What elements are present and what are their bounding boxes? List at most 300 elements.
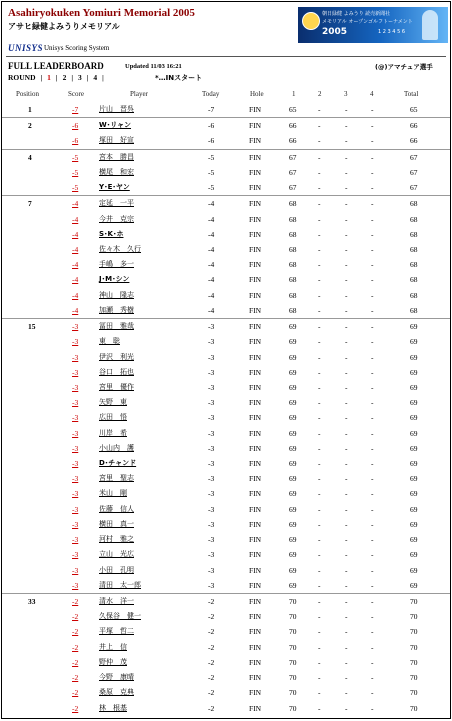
total-cell: 69 <box>410 535 418 545</box>
table-row <box>2 350 451 365</box>
round-3-cell: - <box>345 382 348 392</box>
score-link[interactable]: -3 <box>72 459 79 469</box>
round-2-cell: - <box>318 229 321 239</box>
player-name-link[interactable]: 神山 隆志 <box>99 290 134 299</box>
total-cell: 69 <box>410 459 418 469</box>
round-4-cell: - <box>371 244 374 254</box>
round-1-cell: 70 <box>289 642 297 652</box>
player-name-link[interactable]: 片山 晋呉 <box>99 105 134 113</box>
total-cell: 69 <box>410 443 418 453</box>
score-link[interactable]: -6 <box>72 121 79 131</box>
score-link[interactable]: -2 <box>72 627 79 637</box>
hole-cell: FIN <box>249 244 262 254</box>
hole-cell: FIN <box>249 459 262 469</box>
today-cell: -4 <box>208 214 215 224</box>
round-3-cell: - <box>345 428 348 438</box>
score-link[interactable]: -4 <box>72 199 79 209</box>
hole-cell: FIN <box>249 580 262 590</box>
table-row <box>2 502 451 517</box>
score-link[interactable]: -3 <box>72 550 79 560</box>
hole-cell: FIN <box>249 322 262 332</box>
today-cell: -3 <box>208 337 215 347</box>
today-cell: -3 <box>208 489 215 499</box>
round-2-cell: - <box>318 183 321 193</box>
total-cell: 68 <box>410 305 418 315</box>
round-1-cell: 70 <box>289 627 297 637</box>
total-cell: 69 <box>410 489 418 499</box>
total-cell: 69 <box>410 474 418 484</box>
round-3-cell: - <box>345 229 348 239</box>
player-name-link[interactable]: 清田 太一郎 <box>99 580 141 589</box>
table-row <box>2 624 451 639</box>
table-row <box>2 532 451 547</box>
score-link[interactable]: -4 <box>72 244 79 254</box>
position-cell: 15 <box>28 322 36 332</box>
player-name-link[interactable]: 広田 悟 <box>99 413 127 422</box>
hole-cell: FIN <box>249 657 262 667</box>
player-name-link[interactable]: 立山 光広 <box>99 550 134 559</box>
total-cell: 67 <box>410 167 418 177</box>
round-2-cell: - <box>318 398 321 408</box>
total-cell: 69 <box>410 519 418 529</box>
round-2-cell: - <box>318 443 321 453</box>
player-name-link[interactable]: 林 根基 <box>99 703 127 712</box>
hole-cell: FIN <box>249 152 262 162</box>
column-headers <box>2 90 451 100</box>
round-4-cell: - <box>371 136 374 146</box>
round-3-cell: - <box>345 459 348 469</box>
score-link[interactable]: -2 <box>72 688 79 698</box>
position-cell: 7 <box>28 199 32 209</box>
hole-cell: FIN <box>249 167 262 177</box>
round-2-cell: - <box>318 627 321 637</box>
total-cell: 69 <box>410 337 418 347</box>
round-3-cell: - <box>345 580 348 590</box>
round-tab-4[interactable]: 4 <box>93 73 98 82</box>
hole-cell: FIN <box>249 305 262 315</box>
round-1-cell: 70 <box>289 597 297 606</box>
round-2-cell: - <box>318 260 321 270</box>
hole-cell: FIN <box>249 597 262 606</box>
hole-cell: FIN <box>249 642 262 652</box>
score-link[interactable]: -5 <box>72 167 79 177</box>
leaderboard-table <box>2 102 451 716</box>
round-tab-1[interactable]: 1 <box>47 73 51 82</box>
round-3-cell: - <box>345 260 348 270</box>
player-name-link[interactable]: 宮里 優作 <box>99 382 134 391</box>
table-row <box>2 410 451 425</box>
player-name-link[interactable]: 宮里 聖志 <box>99 474 134 483</box>
hole-cell: FIN <box>249 199 262 209</box>
table-row <box>2 517 451 532</box>
score-link[interactable]: -6 <box>72 136 79 146</box>
player-name-link[interactable]: 井上 信 <box>99 642 127 651</box>
page <box>1 1 451 719</box>
today-cell: -3 <box>208 443 215 453</box>
leaderboard-title: FULL LEADERBOARD <box>8 61 104 71</box>
total-cell: 70 <box>410 688 418 698</box>
round-3-cell: - <box>345 627 348 637</box>
player-name-link[interactable]: 矢野 東 <box>99 398 127 407</box>
header-round-3: 3 <box>344 90 348 98</box>
round-2-cell: - <box>318 413 321 423</box>
round-1-cell: 69 <box>289 474 297 484</box>
today-cell: -4 <box>208 244 215 254</box>
total-cell: 68 <box>410 275 418 285</box>
today-cell: -2 <box>208 688 215 698</box>
score-link[interactable]: -7 <box>72 105 79 114</box>
round-4-cell: - <box>371 121 374 131</box>
total-cell: 69 <box>410 413 418 423</box>
round-2-cell: - <box>318 657 321 667</box>
round-1-cell: 68 <box>289 260 297 270</box>
player-name-link[interactable]: 佐藤 信人 <box>99 504 134 513</box>
player-name-link[interactable]: 谷口 拓也 <box>99 367 134 376</box>
header-player: Player <box>130 90 148 98</box>
player-name-link[interactable]: W･リャン <box>99 121 132 130</box>
round-4-cell: - <box>371 183 374 193</box>
round-4-cell: - <box>371 657 374 667</box>
hole-cell: FIN <box>249 428 262 438</box>
header-divider <box>6 56 446 57</box>
round-1-cell: 69 <box>289 443 297 453</box>
round-2-cell: - <box>318 337 321 347</box>
total-cell: 68 <box>410 244 418 254</box>
table-row <box>2 242 451 257</box>
round-2-cell: - <box>318 121 321 131</box>
today-cell: -2 <box>208 627 215 637</box>
hole-cell: FIN <box>249 275 262 285</box>
round-1-cell: 67 <box>289 167 297 177</box>
total-cell: 69 <box>410 322 418 332</box>
score-link[interactable]: -3 <box>72 580 79 590</box>
player-name-link[interactable]: 野仲 茂 <box>99 657 127 666</box>
score-link[interactable]: -3 <box>72 474 79 484</box>
round-tab-3[interactable]: 3 <box>77 73 82 82</box>
score-link[interactable]: -3 <box>72 337 79 347</box>
tournament-title-en: Asahiryokuken Yomiuri Memorial 2005 <box>8 7 195 19</box>
round-4-cell: - <box>371 337 374 347</box>
tournament-title-jp: アサヒ緑健よみうりメモリアル <box>8 22 120 31</box>
hole-cell: FIN <box>249 136 262 146</box>
total-cell: 68 <box>410 260 418 270</box>
round-3-cell: - <box>345 167 348 177</box>
round-2-cell: - <box>318 565 321 575</box>
round-3-cell: - <box>345 152 348 162</box>
position-cell: 4 <box>28 152 32 162</box>
banner-line-1: 朝日緑健 よみうり 読売新聞社 <box>322 11 391 17</box>
score-link[interactable]: -4 <box>72 260 79 270</box>
round-4-cell: - <box>371 688 374 698</box>
score-link[interactable]: -2 <box>72 612 79 622</box>
round-4-cell: - <box>371 398 374 408</box>
round-1-cell: 70 <box>289 688 297 698</box>
player-name-link[interactable]: 久保谷 健一 <box>99 612 141 621</box>
player-name-link[interactable]: 米山 剛 <box>99 489 127 498</box>
hole-cell: FIN <box>249 352 262 362</box>
round-2-cell: - <box>318 244 321 254</box>
today-cell: -4 <box>208 290 215 300</box>
round-1-cell: 69 <box>289 550 297 560</box>
table-row <box>2 165 451 180</box>
player-name-link[interactable]: 横田 真一 <box>99 519 134 528</box>
round-3-cell: - <box>345 352 348 362</box>
player-name-link[interactable]: 伊沢 利光 <box>99 352 134 361</box>
score-link[interactable]: -2 <box>72 703 79 713</box>
round-2-cell: - <box>318 428 321 438</box>
score-link[interactable]: -5 <box>72 183 79 193</box>
round-3-cell: - <box>345 688 348 698</box>
score-link[interactable]: -4 <box>72 290 79 300</box>
round-4-cell: - <box>371 474 374 484</box>
player-name-link[interactable]: 冨田 雅哉 <box>99 322 134 331</box>
score-link[interactable]: -3 <box>72 413 79 423</box>
round-2-cell: - <box>318 322 321 332</box>
round-2-cell: - <box>318 459 321 469</box>
player-name-link[interactable]: D･チャンド <box>99 459 137 468</box>
player-name-link[interactable]: 河村 雅之 <box>99 535 134 544</box>
round-3-cell: - <box>345 367 348 377</box>
round-2-cell: - <box>318 612 321 622</box>
total-cell: 69 <box>410 428 418 438</box>
total-cell: 69 <box>410 550 418 560</box>
round-2-cell: - <box>318 474 321 484</box>
banner-year: 2005 <box>322 27 348 37</box>
round-3-cell: - <box>345 275 348 285</box>
hole-cell: FIN <box>249 214 262 224</box>
round-4-cell: - <box>371 322 374 332</box>
round-3-cell: - <box>345 136 348 146</box>
score-link[interactable]: -2 <box>72 597 79 606</box>
player-name-link[interactable]: 平塚 哲二 <box>99 627 134 636</box>
score-link[interactable]: -3 <box>72 398 79 408</box>
hole-cell: FIN <box>249 290 262 300</box>
round-1-cell: 66 <box>289 121 297 131</box>
player-name-link[interactable]: 加瀬 秀樹 <box>99 305 134 314</box>
round-4-cell: - <box>371 199 374 209</box>
amateur-legend: (@)アマチュア選手 <box>375 63 433 71</box>
round-separator: | <box>55 73 58 82</box>
header-position: Position <box>16 90 39 98</box>
player-name-link[interactable]: S･K･ホ <box>99 229 124 238</box>
table-row <box>2 117 451 133</box>
table-row <box>2 180 451 195</box>
round-selector <box>8 73 109 82</box>
table-row <box>2 547 451 562</box>
score-link[interactable]: -3 <box>72 443 79 453</box>
score-link[interactable]: -4 <box>72 275 79 285</box>
round-4-cell: - <box>371 565 374 575</box>
table-row <box>2 380 451 395</box>
round-1-cell: 68 <box>289 290 297 300</box>
round-3-cell: - <box>345 183 348 193</box>
score-link[interactable]: -3 <box>72 535 79 545</box>
round-4-cell: - <box>371 167 374 177</box>
today-cell: -3 <box>208 519 215 529</box>
hole-cell: FIN <box>249 413 262 423</box>
round-2-cell: - <box>318 703 321 713</box>
score-link[interactable]: -4 <box>72 214 79 224</box>
round-1-cell: 69 <box>289 535 297 545</box>
player-name-link[interactable]: 定延 一平 <box>99 199 134 208</box>
round-3-cell: - <box>345 337 348 347</box>
total-cell: 69 <box>410 565 418 575</box>
score-link[interactable]: -2 <box>72 642 79 652</box>
player-name-link[interactable]: 東 聡 <box>99 337 120 346</box>
round-4-cell: - <box>371 489 374 499</box>
player-name-link[interactable]: 小田 孔明 <box>99 565 134 574</box>
round-2-cell: - <box>318 152 321 162</box>
hole-cell: FIN <box>249 105 262 114</box>
table-row <box>2 456 451 471</box>
today-cell: -4 <box>208 199 215 209</box>
table-row <box>2 334 451 349</box>
table-row <box>2 701 451 716</box>
round-3-cell: - <box>345 244 348 254</box>
today-cell: -4 <box>208 260 215 270</box>
round-4-cell: - <box>371 550 374 560</box>
today-cell: -5 <box>208 183 215 193</box>
total-cell: 69 <box>410 382 418 392</box>
round-4-cell: - <box>371 443 374 453</box>
round-3-cell: - <box>345 398 348 408</box>
round-2-cell: - <box>318 352 321 362</box>
table-row <box>2 563 451 578</box>
round-4-cell: - <box>371 290 374 300</box>
round-separator: | <box>71 73 73 82</box>
round-4-cell: - <box>371 367 374 377</box>
hole-cell: FIN <box>249 398 262 408</box>
player-name-link[interactable]: 川岸 希 <box>99 428 127 437</box>
today-cell: -3 <box>208 322 215 332</box>
position-cell: 33 <box>28 597 36 606</box>
scoring-system-label: Unisys Scoring System <box>44 44 110 52</box>
player-name-link[interactable]: 今井 克宗 <box>99 214 134 223</box>
score-link[interactable]: -2 <box>72 657 79 667</box>
player-name-link[interactable]: 清水 洋一 <box>99 597 134 605</box>
table-row <box>2 426 451 441</box>
table-row <box>2 272 451 287</box>
total-cell: 70 <box>410 673 418 683</box>
round-4-cell: - <box>371 152 374 162</box>
table-row <box>2 227 451 242</box>
round-1-cell: 70 <box>289 612 297 622</box>
total-cell: 66 <box>410 121 418 131</box>
player-name-link[interactable]: 小山内 護 <box>99 443 134 452</box>
table-row <box>2 486 451 501</box>
score-link[interactable]: -3 <box>72 489 79 499</box>
total-cell: 70 <box>410 657 418 667</box>
score-link[interactable]: -3 <box>72 382 79 392</box>
hole-cell: FIN <box>249 474 262 484</box>
round-3-cell: - <box>345 214 348 224</box>
player-name-link[interactable]: J･M･シン <box>99 275 130 284</box>
total-cell: 69 <box>410 504 418 514</box>
score-link[interactable]: -5 <box>72 152 79 162</box>
round-1-cell: 70 <box>289 673 297 683</box>
round-1-cell: 68 <box>289 214 297 224</box>
score-link[interactable]: -3 <box>72 565 79 575</box>
today-cell: -6 <box>208 121 215 131</box>
player-name-link[interactable]: 塚田 好宣 <box>99 136 134 145</box>
round-3-cell: - <box>345 305 348 315</box>
round-2-cell: - <box>318 382 321 392</box>
round-2-cell: - <box>318 504 321 514</box>
round-1-cell: 68 <box>289 229 297 239</box>
player-name-link[interactable]: Y･E･ヤン <box>99 183 130 192</box>
score-link[interactable]: -3 <box>72 428 79 438</box>
updated-timestamp: Updated 11/03 16:21 <box>125 63 182 70</box>
today-cell: -3 <box>208 367 215 377</box>
round-2-cell: - <box>318 275 321 285</box>
header-total: Total <box>404 90 419 98</box>
round-3-cell: - <box>345 504 348 514</box>
score-link[interactable]: -3 <box>72 322 79 332</box>
today-cell: -6 <box>208 136 215 146</box>
player-name-link[interactable]: 桑原 克典 <box>99 688 134 697</box>
round-1-cell: 68 <box>289 199 297 209</box>
score-link[interactable]: -3 <box>72 367 79 377</box>
total-cell: 66 <box>410 136 418 146</box>
score-link[interactable]: -2 <box>72 673 79 683</box>
player-name-link[interactable]: 宮本 勝昌 <box>99 152 134 161</box>
score-link[interactable]: -3 <box>72 504 79 514</box>
hole-cell: FIN <box>249 489 262 499</box>
table-row <box>2 609 451 624</box>
total-cell: 68 <box>410 214 418 224</box>
table-row <box>2 685 451 700</box>
round-4-cell: - <box>371 229 374 239</box>
player-name-link[interactable]: 今野 康晴 <box>99 673 134 682</box>
hole-cell: FIN <box>249 229 262 239</box>
round-3-cell: - <box>345 290 348 300</box>
total-cell: 69 <box>410 580 418 590</box>
round-1-cell: 69 <box>289 322 297 332</box>
round-3-cell: - <box>345 121 348 131</box>
round-3-cell: - <box>345 535 348 545</box>
today-cell: -5 <box>208 152 215 162</box>
score-link[interactable]: -4 <box>72 305 79 315</box>
player-name-link[interactable]: 横尾 和宏 <box>99 167 134 176</box>
player-name-link[interactable]: 佐々木 久行 <box>99 244 141 253</box>
score-link[interactable]: -3 <box>72 352 79 362</box>
round-3-cell: - <box>345 105 348 114</box>
hole-cell: FIN <box>249 183 262 193</box>
tournament-emblem-icon <box>302 12 320 30</box>
hole-cell: FIN <box>249 703 262 713</box>
round-3-cell: - <box>345 565 348 575</box>
total-cell: 69 <box>410 398 418 408</box>
round-2-cell: - <box>318 688 321 698</box>
hole-cell: FIN <box>249 382 262 392</box>
round-3-cell: - <box>345 703 348 713</box>
total-cell: 70 <box>410 597 418 606</box>
table-row <box>2 471 451 486</box>
round-tab-2[interactable]: 2 <box>62 73 67 82</box>
round-4-cell: - <box>371 275 374 285</box>
round-1-cell: 68 <box>289 305 297 315</box>
table-row <box>2 288 451 303</box>
hole-cell: FIN <box>249 550 262 560</box>
table-row <box>2 593 451 609</box>
tournament-banner[interactable] <box>298 7 448 43</box>
round-separator: | <box>40 73 43 82</box>
table-row <box>2 670 451 685</box>
score-link[interactable]: -4 <box>72 229 79 239</box>
score-link[interactable]: -3 <box>72 519 79 529</box>
player-name-link[interactable]: 手嶋 多一 <box>99 260 134 269</box>
table-row <box>2 578 451 593</box>
